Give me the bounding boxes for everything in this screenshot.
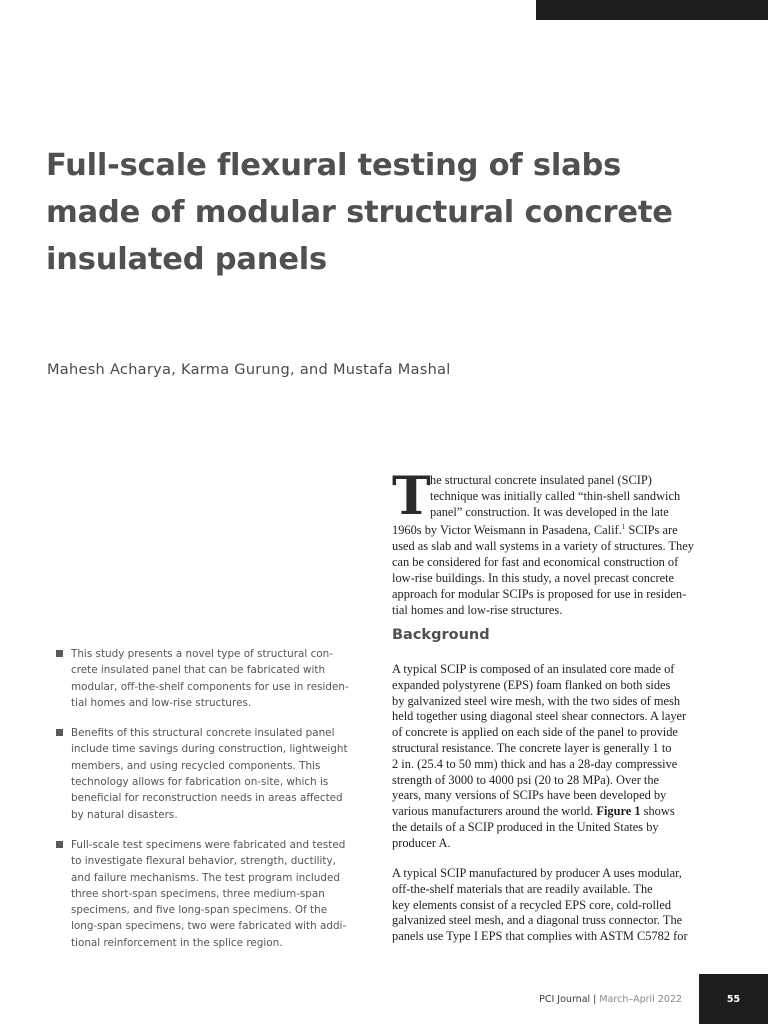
article-title	[46, 142, 706, 283]
text-line: can be considered for fast and economical construction of	[392, 555, 679, 570]
highlight-item	[56, 646, 386, 711]
text-line: galvanized steel mesh, and a diagonal truss connector. The	[392, 913, 683, 928]
highlight-line: to investigate flexural behavior, strength, ductility,	[71, 855, 336, 868]
text-line: 2 in. (25.4 to 50 mm) thick and has a 28-day compressive	[392, 756, 678, 771]
text-line: expanded polystyrene (EPS) foam flanked on both sides	[392, 677, 671, 692]
text-line: producer A.	[392, 835, 451, 850]
text-line: by galvanized steel wire mesh, with the two sides of mesh	[392, 693, 681, 708]
highlight-line: and failure mechanisms. The test program included	[71, 871, 340, 884]
intro-paragraph	[392, 466, 724, 618]
square-bullet-icon	[56, 729, 63, 736]
highlight-line: three short-span specimens, three medium-span	[71, 887, 325, 900]
issue-date: March–April 2022	[599, 994, 682, 1005]
text-line: 1960s by Victor Weismann in Pasadena, Calif.$^1$ SCIPs are	[392, 523, 678, 538]
text-line: low-rise buildings. In this study, a novel precast concrete	[392, 570, 675, 585]
text-line: panels use Type I EPS that complies with ASTM C5782 for	[392, 929, 688, 944]
highlight-line: members, and using recycled components. This	[71, 759, 321, 772]
title-line: insulated panels	[46, 242, 328, 277]
square-bullet-icon	[56, 841, 63, 848]
highlight-line: This study presents a novel type of structural con-	[71, 648, 333, 660]
text-line: used as slab and wall systems in a variety of structures. They	[392, 539, 694, 554]
text-line: strength of 3000 to 4000 psi (20 to 28 MPa). Over the	[392, 772, 660, 787]
background-paragraph-2	[392, 866, 724, 945]
title-line: Full-scale flexural testing of slabs	[46, 148, 622, 183]
highlight-line: crete insulated panel that can be fabricated with	[71, 664, 326, 677]
header-bar	[536, 0, 768, 20]
figure-link[interactable]: Figure 1	[596, 804, 641, 819]
text-line: approach for modular SCIPs is proposed for use in residen-	[392, 586, 687, 601]
highlight-line: include time savings during construction, lightweight	[71, 743, 348, 756]
square-bullet-icon	[56, 650, 63, 657]
text-line: held together using diagonal steel shear connectors. A layer	[392, 709, 687, 724]
text-line: technique was initially called “thin-shell sandwich	[430, 488, 681, 503]
highlight-line: beneficial for reconstruction needs in areas affected	[71, 792, 343, 805]
text-line: tial homes and low-rise structures.	[392, 602, 563, 617]
highlight-item	[56, 837, 386, 951]
highlight-line: Full-scale test specimens were fabricated and tested	[71, 838, 346, 851]
page-number: 55	[699, 974, 768, 1024]
reference-superscript: 1	[621, 523, 626, 532]
journal-name: PCI Journal	[539, 994, 591, 1005]
highlight-line: tional reinforcement in the splice region.	[71, 936, 283, 949]
background-paragraph	[392, 662, 724, 852]
text-line: A typical SCIP is composed of an insulated core made of	[392, 662, 675, 676]
text-line: structural resistance. The concrete layer is generally 1 to	[392, 740, 672, 755]
text-line: the details of a SCIP produced in the United States by	[392, 819, 659, 834]
text-line: years, many versions of SCIPs have been developed by	[392, 788, 667, 803]
text-line: off-the-shelf materials that are readily available. The	[392, 881, 653, 896]
text-line: key elements consist of a recycled EPS core, cold-rolled	[392, 897, 672, 912]
highlights-list	[56, 646, 386, 965]
journal-footer	[539, 994, 682, 1005]
highlight-line: by natural disasters.	[71, 808, 178, 821]
text-line: A typical SCIP manufactured by producer A uses modular,	[392, 866, 682, 880]
text-line: he structural concrete insulated panel (SCIP)	[430, 473, 652, 487]
highlight-line: long-span specimens, two were fabricated with addi-	[71, 920, 347, 933]
text-line: various manufacturers around the world. Figure 1 shows	[392, 804, 675, 819]
highlight-line: Benefits of this structural concrete insulated panel	[71, 727, 335, 740]
highlight-line: technology allows for fabrication on-site, which is	[71, 776, 329, 789]
section-heading: Background	[392, 627, 490, 643]
title-line: made of modular structural concrete	[46, 195, 673, 230]
author-list: Mahesh Acharya, Karma Gurung, and Mustafa Mashal	[47, 362, 451, 378]
highlight-item	[56, 725, 386, 823]
highlight-line: modular, off-the-shelf components for use in residen-	[71, 680, 349, 693]
highlight-line: specimens, and five long-span specimens. Of the	[71, 904, 328, 917]
text-line: panel” construction. It was developed in the late	[430, 504, 669, 519]
drop-cap: T	[392, 466, 431, 527]
highlight-line: tial homes and low-rise structures.	[71, 696, 252, 709]
text-line: of concrete is applied on each side of the panel to provide	[392, 725, 678, 740]
footer-separator: |	[593, 994, 597, 1005]
